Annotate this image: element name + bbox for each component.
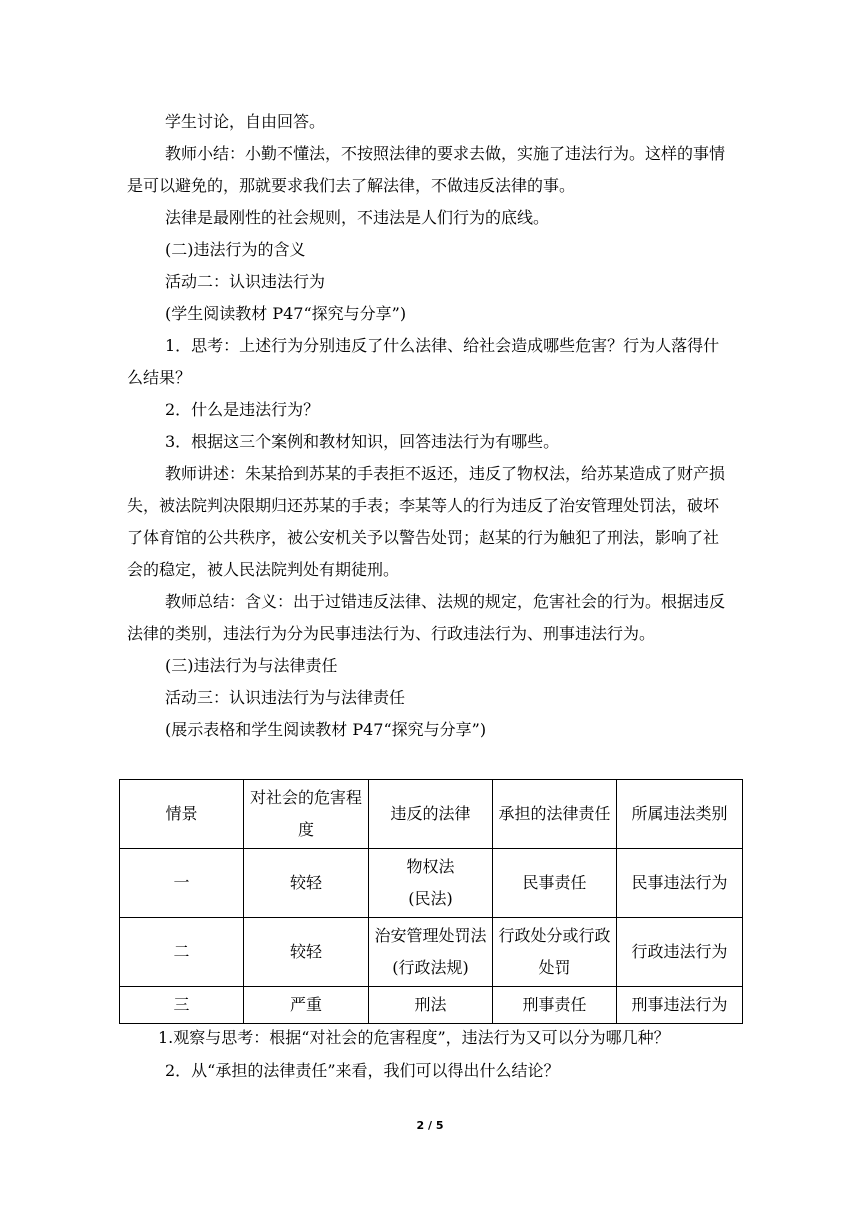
table-cell: 物权法 (民法): [369, 849, 493, 918]
table-cell: 较轻: [244, 918, 369, 987]
table-cell: 治安管理处罚法(行政法规): [369, 918, 493, 987]
question: 2．什么是违法行为？: [165, 400, 320, 419]
violation-table: [119, 779, 743, 1024]
table-cell: 行政违法行为: [617, 918, 743, 987]
question: 2．从“承担的法律责任”来看，我们可以得出什么结论？: [165, 1061, 560, 1080]
table-cell: 一: [120, 849, 244, 918]
table-cell: 刑事违法行为: [617, 987, 743, 1024]
table-cell: 刑法: [369, 987, 493, 1024]
section-heading: (三)违法行为与法律责任: [165, 656, 338, 675]
paragraph: (学生阅读教材 P47“探究与分享”): [165, 304, 407, 323]
table-header-cell: 承担的法律责任: [493, 780, 617, 849]
activity-heading: 活动二：认识违法行为: [165, 272, 326, 291]
table-cell: 严重: [244, 987, 369, 1024]
paragraph: 教师总结：含义：出于过错违反法律、法规的规定，危害社会的行为。根据违反法律的类别，违法行为分为民事违法行为、行政违法行为、刑事违法行为。: [127, 592, 726, 643]
question: 1．思考：上述行为分别违反了什么法律、给社会造成哪些危害？行为人落得什么结果？: [127, 336, 720, 387]
paragraph: 学生讨论，自由回答。: [165, 112, 326, 131]
table-cell: 刑事责任: [493, 987, 617, 1024]
paragraph: 法律是最刚性的社会规则，不违法是人们行为的底线。: [165, 208, 550, 227]
table-header-row: [120, 780, 743, 849]
paragraph: (展示表格和学生阅读教材 P47“探究与分享”): [165, 720, 487, 739]
section-heading: (二)违法行为的含义: [165, 240, 306, 259]
paragraph: 教师讲述：朱某拾到苏某的手表拒不返还，违反了物权法，给苏某造成了财产损失，被法院判决限期归还苏某的手表；李某等人的行为违反了治安管理处罚法，破坏了体育馆的公共秩序，被公安机关予以警告处罚；赵某的行为触犯了刑法，影响了社会的稳定，被人民法院判处有期徒刑。: [127, 464, 726, 579]
table-row: [120, 987, 743, 1024]
page-number: 2 / 5: [416, 1119, 444, 1132]
table-header-cell: 对社会的危害程度: [244, 780, 369, 849]
table-header-cell: 违反的法律: [369, 780, 493, 849]
table-row: [120, 918, 743, 987]
question: 1.观察与思考：根据“对社会的危害程度”，违法行为又可以分为哪几种？: [158, 1028, 670, 1047]
table-header-cell: 情景: [120, 780, 244, 849]
table-header-cell: 所属违法类别: [617, 780, 743, 849]
table-cell: 三: [120, 987, 244, 1024]
table-cell: 二: [120, 918, 244, 987]
table-row: [120, 849, 743, 918]
activity-heading: 活动三：认识违法行为与法律责任: [165, 688, 406, 707]
table-cell: 民事责任: [493, 849, 617, 918]
table-cell: 民事违法行为: [617, 849, 743, 918]
table-cell: 行政处分或行政处罚: [493, 918, 617, 987]
paragraph: 教师小结：小勤不懂法，不按照法律的要求去做，实施了违法行为。这样的事情是可以避免的，那就要求我们去了解法律，不做违反法律的事。: [127, 144, 726, 195]
question: 3．根据这三个案例和教材知识，回答违法行为有哪些。: [165, 432, 560, 451]
table-cell: 较轻: [244, 849, 369, 918]
